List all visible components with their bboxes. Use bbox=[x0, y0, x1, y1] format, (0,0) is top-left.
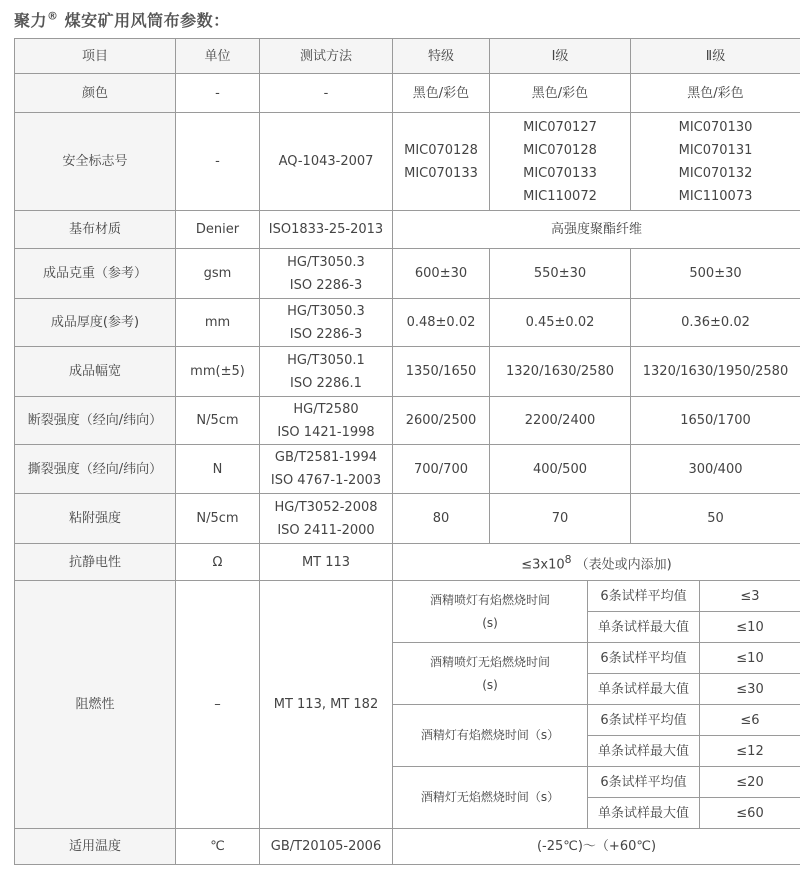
flame-test-name bbox=[393, 581, 588, 643]
row-color bbox=[15, 74, 800, 113]
code-line: MIC070130 bbox=[678, 119, 753, 135]
grade2-safety bbox=[631, 113, 800, 211]
unit-color: - bbox=[176, 74, 260, 113]
code-line: MIC070131 bbox=[678, 142, 753, 158]
method-line: ISO 4767-1-2003 bbox=[270, 473, 382, 488]
antistatic-prefix: ≤3x10 bbox=[521, 557, 565, 573]
grade2-weight: 500±30 bbox=[631, 249, 800, 299]
method-line: ISO 2286-3 bbox=[289, 326, 363, 342]
method-line: ISO 2286-3 bbox=[289, 277, 363, 293]
spec-table bbox=[14, 38, 800, 865]
unit-width: mm(±5) bbox=[176, 347, 260, 397]
grade1-tearing: 400/500 bbox=[490, 445, 631, 494]
item-adhesion: 粘附强度 bbox=[15, 494, 176, 544]
special-breaking: 2600/2500 bbox=[393, 397, 490, 445]
method-line: ISO 2286.1 bbox=[290, 375, 362, 391]
flame-sample-label: 单条试样最大值 bbox=[588, 798, 700, 829]
row-tearing bbox=[15, 445, 800, 494]
special-color: 黑色/彩色 bbox=[393, 74, 490, 113]
grade2-thickness: 0.36±0.02 bbox=[631, 299, 800, 347]
special-tearing: 700/700 bbox=[393, 445, 490, 494]
method-line: HG/T3050.1 bbox=[287, 352, 365, 368]
row-width bbox=[15, 347, 800, 397]
item-tearing: 撕裂强度（经向/纬向） bbox=[15, 445, 176, 494]
brand-name: 聚力 bbox=[14, 11, 48, 30]
method-weight bbox=[260, 249, 393, 299]
flame-sample-value: ≤60 bbox=[700, 798, 800, 829]
row-adhesion bbox=[15, 494, 800, 544]
item-weight: 成品克重（参考） bbox=[15, 249, 176, 299]
method-breaking bbox=[260, 397, 393, 445]
page-title bbox=[14, 8, 230, 31]
unit-thickness: mm bbox=[176, 299, 260, 347]
item-breaking: 断裂强度（经向/纬向） bbox=[15, 397, 176, 445]
method-adhesion bbox=[260, 494, 393, 544]
item-thickness: 成品厚度(参考) bbox=[15, 299, 176, 347]
flame-test-line: 酒精灯无焰燃烧时间（s） bbox=[420, 790, 560, 804]
method-safety: AQ-1043-2007 bbox=[260, 113, 393, 211]
code-line: MIC070132 bbox=[678, 165, 753, 181]
method-line: GB/T2581-1994 bbox=[274, 450, 378, 465]
row-breaking bbox=[15, 397, 800, 445]
code-line: MIC110073 bbox=[678, 188, 753, 204]
grade1-width: 1320/1630/2580 bbox=[490, 347, 631, 397]
flame-sample-label: 单条试样最大值 bbox=[588, 736, 700, 767]
flame-test-line: 酒精灯有焰燃烧时间（s） bbox=[420, 728, 560, 742]
registered-mark: ® bbox=[47, 9, 59, 23]
title-text: 煤安矿用风筒布参数： bbox=[64, 11, 230, 30]
antistatic-exp: 8 bbox=[564, 552, 572, 566]
grade2-width: 1320/1630/1950/2580 bbox=[631, 347, 800, 397]
code-line: MIC070127 bbox=[523, 119, 597, 135]
value-antistatic bbox=[393, 544, 800, 581]
item-color: 颜色 bbox=[15, 74, 176, 113]
code-line: MIC070128 bbox=[523, 142, 597, 158]
value-temperature: (-25℃)～（+60℃) bbox=[393, 829, 800, 865]
method-thickness bbox=[260, 299, 393, 347]
item-base: 基布材质 bbox=[15, 211, 176, 249]
unit-safety: - bbox=[176, 113, 260, 211]
item-safety: 安全标志号 bbox=[15, 113, 176, 211]
flame-sample-value: ≤3 bbox=[700, 581, 800, 612]
item-flame: 阻燃性 bbox=[15, 581, 176, 829]
grade1-adhesion: 70 bbox=[490, 494, 631, 544]
flame-sample-value: ≤12 bbox=[700, 736, 800, 767]
flame-sample-value: ≤20 bbox=[700, 767, 800, 798]
method-flame: MT 113, MT 182 bbox=[260, 581, 393, 829]
grade2-breaking: 1650/1700 bbox=[631, 397, 800, 445]
flame-sample-value: ≤10 bbox=[700, 643, 800, 674]
special-weight: 600±30 bbox=[393, 249, 490, 299]
method-line: ISO 2411-2000 bbox=[277, 522, 375, 538]
special-width: 1350/1650 bbox=[393, 347, 490, 397]
code-line: MIC070133 bbox=[523, 165, 597, 181]
flame-sample-label: 单条试样最大值 bbox=[588, 612, 700, 643]
header-special: 特级 bbox=[393, 39, 490, 74]
header-item: 项目 bbox=[15, 39, 176, 74]
grade1-safety bbox=[490, 113, 631, 211]
header-method: 测试方法 bbox=[260, 39, 393, 74]
flame-test-name bbox=[393, 643, 588, 705]
special-safety bbox=[393, 113, 490, 211]
header-grade1: Ⅰ级 bbox=[490, 39, 631, 74]
method-base: ISO1833-25-2013 bbox=[260, 211, 393, 249]
method-line: HG/T3052-2008 bbox=[274, 499, 378, 515]
flame-test-line: (s) bbox=[482, 615, 498, 630]
code-line: MIC110072 bbox=[523, 188, 597, 204]
row-temperature bbox=[15, 829, 800, 865]
unit-flame: – bbox=[176, 581, 260, 829]
row-weight bbox=[15, 249, 800, 299]
flame-sample-value: ≤30 bbox=[700, 674, 800, 705]
grade1-breaking: 2200/2400 bbox=[490, 397, 631, 445]
method-line: HG/T3050.3 bbox=[287, 254, 365, 270]
flame-sample-label: 6条试样平均值 bbox=[588, 767, 700, 798]
flame-test-name bbox=[393, 705, 588, 767]
row-antistatic bbox=[15, 544, 800, 581]
method-width bbox=[260, 347, 393, 397]
grade2-tearing: 300/400 bbox=[631, 445, 800, 494]
grade2-adhesion: 50 bbox=[631, 494, 800, 544]
unit-weight: gsm bbox=[176, 249, 260, 299]
method-tearing bbox=[260, 445, 393, 494]
grade1-color: 黑色/彩色 bbox=[490, 74, 631, 113]
item-antistatic: 抗静电性 bbox=[15, 544, 176, 581]
row-thickness bbox=[15, 299, 800, 347]
row-safety bbox=[15, 113, 800, 211]
grade2-color: 黑色/彩色 bbox=[631, 74, 800, 113]
item-temperature: 适用温度 bbox=[15, 829, 176, 865]
header-row bbox=[15, 39, 800, 74]
unit-base: Denier bbox=[176, 211, 260, 249]
unit-breaking: N/5cm bbox=[176, 397, 260, 445]
method-temperature: GB/T20105-2006 bbox=[260, 829, 393, 865]
flame-sample-label: 6条试样平均值 bbox=[588, 643, 700, 674]
special-thickness: 0.48±0.02 bbox=[393, 299, 490, 347]
unit-temperature: ℃ bbox=[176, 829, 260, 865]
flame-test-line: 酒精喷灯无焰燃烧时间 bbox=[429, 654, 550, 669]
flame-sample-label: 6条试样平均值 bbox=[588, 705, 700, 736]
method-line: ISO 1421-1998 bbox=[277, 424, 375, 440]
code-line: MIC070128 bbox=[404, 142, 478, 158]
flame-sample-label: 6条试样平均值 bbox=[588, 581, 700, 612]
method-color: - bbox=[260, 74, 393, 113]
flame-sample-value: ≤6 bbox=[700, 705, 800, 736]
unit-adhesion: N/5cm bbox=[176, 494, 260, 544]
method-antistatic: MT 113 bbox=[260, 544, 393, 581]
flame-test-line: (s) bbox=[482, 677, 498, 692]
method-line: HG/T2580 bbox=[293, 401, 359, 417]
item-width: 成品幅宽 bbox=[15, 347, 176, 397]
special-adhesion: 80 bbox=[393, 494, 490, 544]
header-unit: 单位 bbox=[176, 39, 260, 74]
unit-tearing: N bbox=[176, 445, 260, 494]
method-line: HG/T3050.3 bbox=[287, 303, 365, 319]
row-base bbox=[15, 211, 800, 249]
flame-test-name bbox=[393, 767, 588, 829]
code-line: MIC070133 bbox=[404, 165, 478, 181]
value-base: 高强度聚酯纤维 bbox=[393, 211, 800, 249]
unit-antistatic: Ω bbox=[176, 544, 260, 581]
flame-test-line: 酒精喷灯有焰燃烧时间 bbox=[429, 592, 550, 607]
flame-sample-value: ≤10 bbox=[700, 612, 800, 643]
row-flame bbox=[15, 581, 800, 612]
header-grade2: Ⅱ级 bbox=[631, 39, 800, 74]
grade1-weight: 550±30 bbox=[490, 249, 631, 299]
flame-sample-label: 单条试样最大值 bbox=[588, 674, 700, 705]
grade1-thickness: 0.45±0.02 bbox=[490, 299, 631, 347]
antistatic-suffix: （表处或内添加) bbox=[575, 557, 672, 573]
